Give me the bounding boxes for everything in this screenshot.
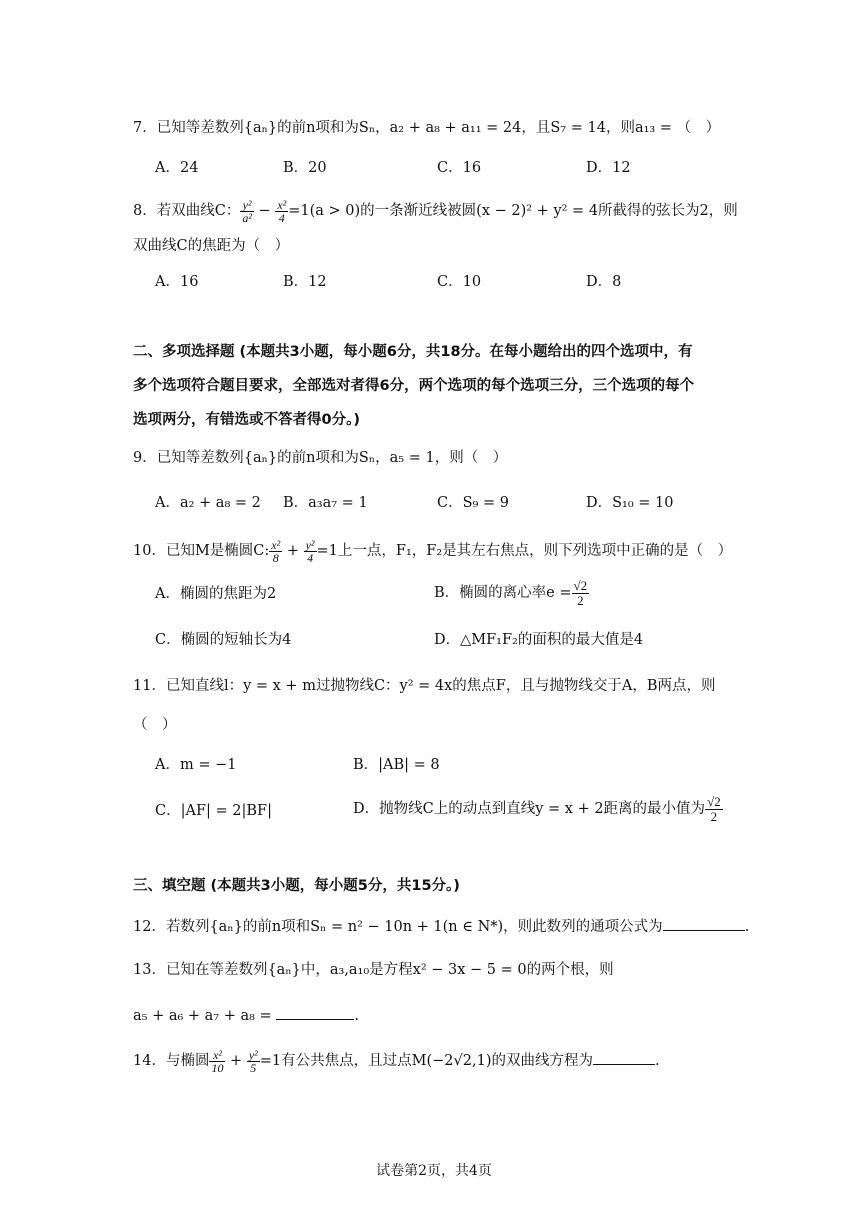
q8-stem: 8．若双曲线C： $\frac{\text{y²}}{\text{a²}}$ − $\frac{\text{x²}}{4}$ =1(a > 0)的一条渐近线被圆(x − 2)² + y² = 4所截得的弦长为2，则 [133,197,738,225]
q14-frac2 [247,1049,260,1074]
q10-option-b [434,578,589,608]
q11-stem: 11．已知直线l：y = x + m过抛物线C：y² = 4x的焦点F，且与抛物线交于A，B两点，则 [133,678,716,694]
q14-stem: 14．与椭圆 $\frac{\text{x²}}{10}$ + $\frac{\text{y²}}{5}$ =1有公共焦点，且过点M(−2√2,1)的双曲线方程为 . [133,1047,660,1075]
q8-option-a: A．16 [155,274,199,290]
q7-option-d: D．12 [586,160,631,176]
q14-suffix: =1有公共焦点，且过点M(−2√2,1)的双曲线方程为 [259,1053,593,1069]
q11-option-c: C．|AF| = 2|BF| [155,803,272,819]
q10-frac2-num: y² [305,537,315,552]
q7-option-c: C．16 [437,160,482,176]
q10-option-a: A．椭圆的焦距为2 [155,586,277,602]
q8-frac2 [275,199,288,224]
q10-frac2-den: 4 [307,550,314,565]
page-footer: 试卷第2页，共4页 [376,1163,492,1179]
q7-stem: 7．已知等差数列{aₙ}的前n项和为Sₙ，a₂ + a₈ + a₁₁ = 24，且S₇ = 14，则a₁₃ = （ ） [133,120,721,136]
q13-line2 [133,1005,359,1026]
q7-option-b: B．20 [283,160,327,176]
q11-option-b: B．|AB| = 8 [353,757,440,773]
q8-suffix: =1(a > 0)的一条渐近线被圆(x − 2)² + y² = 4所截得的弦长为2，则 [288,203,738,219]
q8-prefix: 8．若双曲线C： [133,203,241,219]
q10-option-b-label: B．椭圆的离心率e = [434,585,572,601]
q8-stem-line2: 双曲线C的焦距为（ ） [133,238,290,254]
q8-frac2-den: 4 [278,210,285,225]
q12-text: 12．若数列{aₙ}的前n项和Sₙ = n² − 10n + 1(n ∈ N*)，则此数列的通项公式为 [133,919,663,935]
q13-answer-blank[interactable] [276,1005,354,1020]
q14-frac1-num: x² [209,1049,225,1062]
q14-end: . [654,1053,660,1069]
q10-frac1-num: x² [271,537,281,552]
q9-option-a: A．a₂ + a₈ = 2 [155,495,261,511]
q11-option-d-label: D．抛物线C上的动点到直线y = x + 2距离的最小值为 [353,801,706,817]
q12-stem [133,916,749,937]
q10-option-b-den: 2 [577,592,584,608]
q12-answer-blank[interactable] [663,916,745,931]
q14-prefix: 14．与椭圆 [133,1053,210,1069]
q11-stem-line2: （ ） [133,717,177,733]
q11-option-a: A．m = −1 [155,757,237,773]
section2-header-line3: 选项两分，有错选或不答者得0分。) [133,412,360,428]
q13-end: . [354,1008,359,1024]
q9-stem: 9．已知等差数列{aₙ}的前n项和为Sₙ，a₅ = 1，则（ ） [133,450,508,466]
section2-header-line1: 二、多项选择题 (本题共3小题，每小题6分，共18分。在每小题给出的四个选项中，有 [133,344,693,360]
q9-option-c: C．S₉ = 9 [437,495,509,511]
q10-option-b-num: √2 [573,577,588,593]
q10-frac1-den: 8 [272,550,279,565]
q8-option-d: D．8 [586,274,622,290]
q14-answer-blank[interactable] [593,1050,655,1065]
q14-frac2-den: 5 [250,1060,257,1075]
q9-option-b: B．a₃a₇ = 1 [283,495,368,511]
q8-frac1 [240,199,254,224]
section3-header: 三、填空题 (本题共3小题，每小题5分，共15分。) [133,878,460,894]
q10-frac1 [269,539,282,564]
q14-frac1-den: 10 [211,1060,224,1075]
q10-option-b-frac [572,579,590,608]
q11-option-d-num: √2 [707,793,721,809]
q10-frac2 [304,539,317,564]
q8-frac2-num: x² [277,197,287,212]
q10-stem: 10．已知M是椭圆C: $\frac{\text{x²}}{8}$ + $\frac{\text{y²}}{4}$ =1上一点，F₁，F₂是其左右焦点，则下列选项中正确的是（ ） [133,537,733,565]
q14-frac1 [209,1049,225,1074]
q8-frac1-num: y² [240,199,254,212]
q9-option-d: D．S₁₀ = 10 [586,495,674,511]
q10-prefix: 10．已知M是椭圆C: [133,543,270,559]
q13-stem: 13．已知在等差数列{aₙ}中，a₃,a₁₀是方程x² − 3x − 5 = 0的两个根，则 [133,962,614,978]
q7-option-a: A．24 [155,160,199,176]
q10-suffix: =1上一点，F₁，F₂是其左右焦点，则下列选项中正确的是（ ） [316,543,733,559]
q8-option-c: C．10 [437,274,482,290]
q11-option-d-den: 2 [710,808,718,824]
q8-option-b: B．12 [283,274,327,290]
section2-header-line2: 多个选项符合题目要求，全部选对者得6分，两个选项的每个选项三分，三个选项的每个 [133,378,695,394]
q10-option-c: C．椭圆的短轴长为4 [155,632,292,648]
q14-frac2-num: y² [248,1047,258,1062]
q11-option-d [353,794,723,824]
q8-frac1-den: a² [242,210,252,225]
q13-expression: a₅ + a₆ + a₇ + a₈ = [133,1008,272,1024]
q10-option-d: D．△MF₁F₂的面积的最大值是4 [434,632,644,648]
q11-option-d-frac [705,795,723,824]
q12-end: . [744,919,750,935]
